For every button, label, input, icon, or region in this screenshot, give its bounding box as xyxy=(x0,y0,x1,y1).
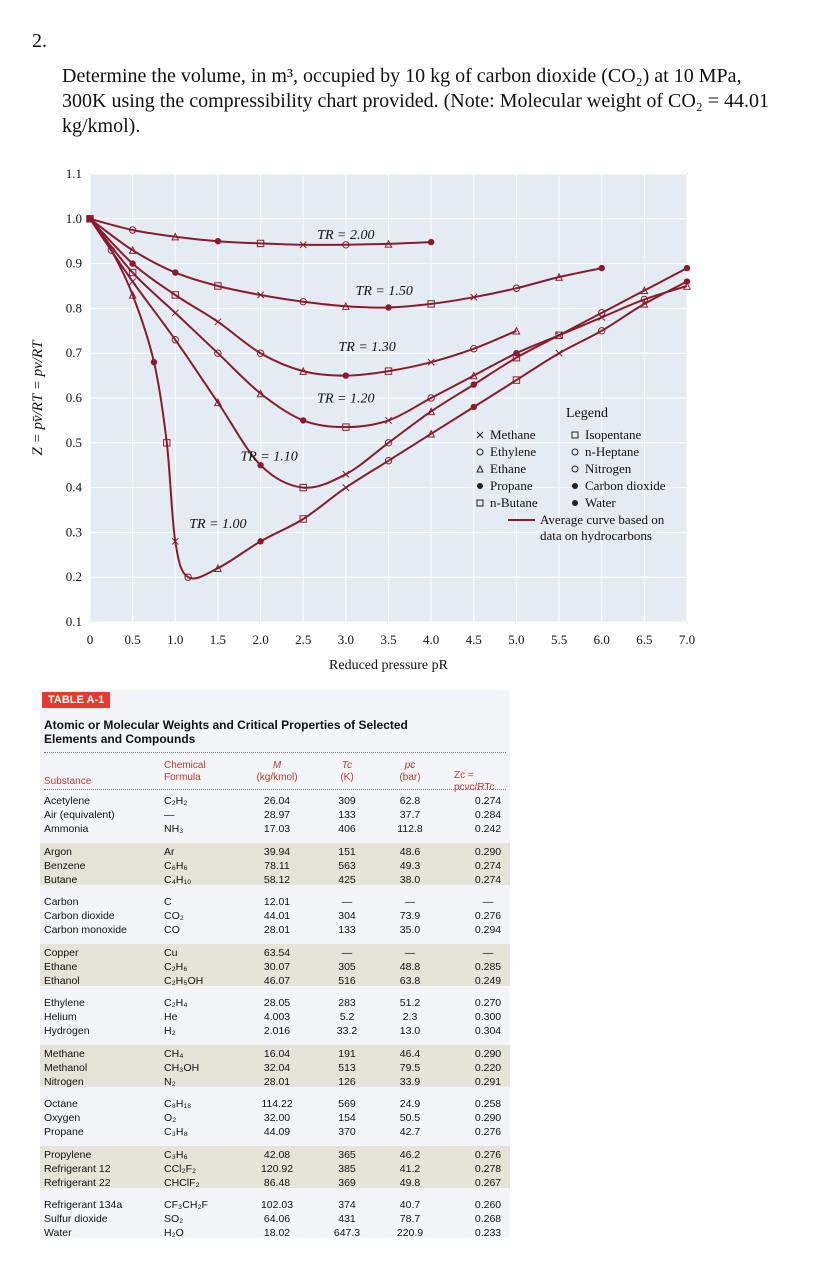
series-label: TR = 1.10 xyxy=(240,449,298,465)
table-cell-pc: 40.7 xyxy=(399,1199,421,1211)
table-cell-M: 18.02 xyxy=(263,1227,291,1239)
legend-curve-label: data on hydrocarbons xyxy=(540,528,652,543)
table-cell-M: 102.03 xyxy=(260,1199,294,1211)
table-cell-M: 114.22 xyxy=(261,1098,293,1110)
series-label: TR = 1.20 xyxy=(317,391,375,407)
table-cell-formula: O₂ xyxy=(164,1112,177,1124)
table-cell-pc: 63.8 xyxy=(399,974,421,987)
table-cell-Tc: — xyxy=(341,896,353,908)
table-cell-M: 32.00 xyxy=(263,1112,291,1124)
legend-label: Carbon dioxide xyxy=(585,478,666,493)
table-cell-Tc: 513 xyxy=(338,1061,356,1074)
table-cell-formula: CH₄ xyxy=(164,1047,184,1060)
table-cell-substance: Water xyxy=(44,1227,72,1239)
table-cell-formula: CO xyxy=(164,924,180,936)
table-cell-Zc: 0.267 xyxy=(474,1176,502,1189)
table-cell-substance: Argon xyxy=(44,845,73,858)
table-cell-formula: Cu xyxy=(164,946,178,959)
header-pc-2: (bar) xyxy=(399,772,421,783)
table-cell-Zc: 0.274 xyxy=(474,859,502,872)
table-cell-M: 44.01 xyxy=(263,910,291,922)
x-tick-label: 1.5 xyxy=(209,632,227,647)
table-cell-M: 58.12 xyxy=(263,873,291,886)
header-zc: Zc = pcvc/RTc xyxy=(454,770,495,793)
table-cell-pc: 46.4 xyxy=(399,1047,421,1060)
legend-label: Water xyxy=(585,495,616,510)
legend-label: Ethylene xyxy=(490,444,537,459)
table-cell-formula: H₂ xyxy=(164,1025,176,1037)
table-cell-Tc: 309 xyxy=(338,795,356,807)
header-formula-1: Chemical xyxy=(164,760,206,771)
table-cell-substance: Ethanol xyxy=(44,974,80,987)
table-cell-Zc: 0.290 xyxy=(474,1112,502,1124)
table-cell-formula: CF₃CH₂F xyxy=(164,1199,208,1211)
table-cell-M: 42.08 xyxy=(263,1148,291,1161)
table-cell-Zc: — xyxy=(482,896,494,908)
question-text xyxy=(62,64,832,139)
table-cell-Tc: 33.2 xyxy=(336,1025,358,1037)
x-tick-label: 2.0 xyxy=(252,632,269,647)
table-cell-pc: 62.8 xyxy=(399,795,421,807)
table-cell-pc: 35.0 xyxy=(399,924,421,936)
header-m xyxy=(247,760,307,784)
table-cell-Zc: 0.300 xyxy=(474,1011,502,1023)
table-cell-Tc: — xyxy=(341,946,353,959)
table-cell-formula: He xyxy=(164,1011,178,1023)
x-tick-label: 4.0 xyxy=(423,632,440,647)
x-tick-label: 0 xyxy=(86,632,94,647)
table-cell-pc: 79.5 xyxy=(399,1061,421,1074)
table-cell-substance: Ethylene xyxy=(44,997,85,1009)
y-tick-label: 0.2 xyxy=(65,569,82,585)
table-cell-substance: Carbon monoxide xyxy=(44,924,127,936)
table-cell-Tc: 191 xyxy=(338,1047,356,1060)
x-tick-label: 0.5 xyxy=(124,632,141,647)
table-divider-header xyxy=(44,789,506,790)
table-cell-Tc: 283 xyxy=(338,997,356,1009)
table-cell-M: 64.06 xyxy=(263,1213,291,1225)
table-cell-pc: 24.9 xyxy=(399,1098,421,1110)
x-tick-label: 5.0 xyxy=(508,632,525,647)
data-point-marker xyxy=(151,359,157,365)
question-line-3: kg/kmol). xyxy=(62,115,141,137)
table-cell-Tc: 304 xyxy=(338,910,356,922)
table-cell-M: 28.01 xyxy=(263,924,291,936)
table-cell-substance: Ethane xyxy=(44,960,78,973)
table-cell-Tc: 133 xyxy=(338,809,356,821)
table-cell-formula: C₂H₄ xyxy=(164,997,188,1009)
table-cell-pc: 220.9 xyxy=(396,1227,424,1239)
table-cell-M: 63.54 xyxy=(263,946,291,959)
table-cell-Tc: 154 xyxy=(338,1112,356,1124)
x-tick-label: 4.5 xyxy=(465,632,482,647)
table-cell-formula: C xyxy=(164,896,172,908)
header-formula-2: Formula xyxy=(164,772,201,783)
table-cell-formula: C₃H₆ xyxy=(164,1148,188,1161)
table-cell-pc: 42.7 xyxy=(399,1126,421,1138)
table-cell-pc: 46.2 xyxy=(399,1148,421,1161)
table-cell-formula: — xyxy=(164,809,175,821)
table-cell-Tc: 406 xyxy=(338,823,356,835)
table-cell-pc: — xyxy=(404,896,416,908)
data-point-marker xyxy=(343,372,349,378)
table-cell-M: 4.003 xyxy=(263,1011,291,1023)
table-cell-Zc: — xyxy=(482,946,494,959)
table-cell-Zc: 0.276 xyxy=(474,1126,502,1138)
table-cell-Zc: 0.260 xyxy=(474,1199,502,1211)
legend-label: Ethane xyxy=(490,461,527,476)
table-cell-substance: Methane xyxy=(44,1047,85,1060)
table-cell-M: 28.97 xyxy=(263,809,291,821)
legend-label: n-Heptane xyxy=(585,444,640,459)
table-cell-Tc: 151 xyxy=(338,845,356,858)
table-cell-pc: 38.0 xyxy=(399,873,421,886)
table-cell-M: 39.94 xyxy=(263,845,291,858)
data-point-marker xyxy=(599,265,605,271)
question-line-2: 300K using the compressibility chart provided. (Note: Molecular weight of CO₂ = 44.01 xyxy=(62,90,770,112)
table-cell-formula: C₂H₅OH xyxy=(164,974,204,987)
table-cell-pc: 50.5 xyxy=(399,1112,421,1124)
table-cell-Zc: 0.220 xyxy=(474,1061,502,1074)
table-cell-Tc: 370 xyxy=(338,1126,356,1138)
question-number: 2. xyxy=(32,30,47,52)
table-cell-Zc: 0.294 xyxy=(474,924,502,936)
header-tc-2: (K) xyxy=(340,772,354,783)
table-cell-M: 16.04 xyxy=(263,1047,291,1060)
table-cell-M: 78.11 xyxy=(264,859,290,872)
table-a1 xyxy=(40,690,510,1238)
table-cell-formula: C₂H₆ xyxy=(164,960,188,973)
table-cell-M: 17.03 xyxy=(263,823,291,835)
series-label: TR = 2.00 xyxy=(317,227,375,243)
table-cell-substance: Carbon xyxy=(44,896,79,908)
header-pc xyxy=(390,760,430,784)
y-tick-label: 0.6 xyxy=(65,390,82,405)
series-label: TR = 1.50 xyxy=(355,283,413,299)
table-cell-substance: Propane xyxy=(44,1126,84,1138)
table-cell-pc: 112.8 xyxy=(397,823,423,835)
table-cell-pc: 41.2 xyxy=(399,1162,421,1175)
table-cell-pc: 2.3 xyxy=(402,1011,418,1023)
table-cell-pc: 51.2 xyxy=(399,997,421,1009)
header-pc-1: pc xyxy=(404,760,416,771)
table-cell-substance: Propylene xyxy=(44,1148,92,1161)
table-cell-Zc: 0.276 xyxy=(474,910,502,922)
x-tick-label: 6.5 xyxy=(636,632,653,647)
legend-marker xyxy=(572,483,578,489)
table-cell-Tc: 431 xyxy=(338,1213,356,1225)
data-point-marker xyxy=(471,381,477,387)
table-cell-Tc: 365 xyxy=(338,1148,356,1161)
x-tick-label: 5.5 xyxy=(550,632,568,647)
table-cell-substance: Acetylene xyxy=(44,795,91,807)
table-cell-Tc: 133 xyxy=(338,924,356,936)
table-cell-Zc: 0.274 xyxy=(474,873,502,886)
table-cell-pc: 33.9 xyxy=(399,1075,421,1088)
table-cell-Zc: 0.290 xyxy=(474,1047,502,1060)
table-cell-substance: Oxygen xyxy=(44,1112,81,1124)
table-cell-M: 30.07 xyxy=(263,960,291,973)
table-cell-Zc: 0.242 xyxy=(474,823,502,835)
table-cell-formula: CO₂ xyxy=(164,910,184,922)
table-cell-substance: Helium xyxy=(44,1011,77,1023)
table-cell-Tc: 425 xyxy=(338,873,356,886)
compressibility-chart xyxy=(0,162,700,677)
table-cell-formula: C₆H₆ xyxy=(164,859,188,872)
table-cell-Zc: 0.258 xyxy=(474,1098,502,1110)
y-tick-label: 0.1 xyxy=(65,614,82,629)
table-cell-formula: N₂ xyxy=(164,1075,176,1088)
table-cell-M: 12.01 xyxy=(263,896,291,908)
table-cell-M: 44.09 xyxy=(263,1126,291,1138)
table-cell-substance: Ammonia xyxy=(44,823,89,835)
legend-label: Nitrogen xyxy=(585,461,632,476)
question-line-1: Determine the volume, in m³, occupied by 10 kg of carbon dioxide (CO₂) at 10 MPa, xyxy=(62,65,742,87)
table-cell-pc: 48.6 xyxy=(399,845,421,858)
header-tc-1: Tc xyxy=(341,760,353,771)
header-m-1: M xyxy=(272,760,282,771)
x-tick-label: 7.0 xyxy=(678,632,696,647)
y-tick-label: 0.3 xyxy=(65,524,82,540)
header-formula xyxy=(164,760,206,784)
table-cell-Zc: 0.268 xyxy=(474,1213,502,1225)
x-tick-label: 2.5 xyxy=(295,632,312,647)
table-cell-Zc: 0.304 xyxy=(474,1025,502,1037)
table-title xyxy=(44,718,504,746)
table-cell-Tc: 647.3 xyxy=(333,1227,361,1239)
legend-label: Isopentane xyxy=(585,427,642,442)
table-cell-substance: Methanol xyxy=(44,1061,88,1074)
table-cell-formula: C₄H₁₀ xyxy=(164,873,192,886)
table-cell-Zc: 0.284 xyxy=(474,809,502,821)
x-tick-label: 3.0 xyxy=(337,632,354,647)
table-cell-formula: H₂O xyxy=(164,1227,184,1239)
table-cell-Zc: 0.270 xyxy=(474,997,502,1009)
table-cell-pc: 49.3 xyxy=(399,859,421,872)
y-tick-label: 0.5 xyxy=(65,434,82,450)
table-title-line-1: Atomic or Molecular Weights and Critical Properties of Selected xyxy=(44,718,408,732)
y-tick-label: 0.9 xyxy=(65,255,82,271)
table-cell-substance: Octane xyxy=(44,1098,78,1110)
legend-curve-label: Average curve based on xyxy=(540,512,665,527)
table-cell-M: 46.07 xyxy=(263,974,291,987)
table-cell-Tc: 126 xyxy=(338,1075,356,1088)
legend-label: Propane xyxy=(490,478,533,493)
x-tick-label: 1.0 xyxy=(167,632,184,647)
table-badge: TABLE A-1 xyxy=(42,692,110,708)
table-cell-substance: Nitrogen xyxy=(44,1075,84,1088)
table-cell-M: 86.48 xyxy=(263,1176,291,1189)
table-cell-Tc: 5.2 xyxy=(339,1011,355,1023)
table-cell-Zc: 0.290 xyxy=(474,845,502,858)
data-point-marker xyxy=(471,404,477,410)
x-axis-label: Reduced pressure pR xyxy=(329,658,448,673)
data-point-marker xyxy=(257,538,263,544)
table-cell-pc: 49.8 xyxy=(399,1176,421,1189)
table-cell-Zc: 0.249 xyxy=(474,974,502,987)
y-tick-label: 0.8 xyxy=(65,300,82,316)
table-cell-M: 120.92 xyxy=(260,1162,294,1175)
table-cell-substance: Hydrogen xyxy=(44,1025,90,1037)
header-m-2: (kg/kmol) xyxy=(256,772,298,783)
series-label: TR = 1.00 xyxy=(189,516,247,532)
legend-marker xyxy=(477,483,483,489)
table-cell-M: 26.04 xyxy=(263,795,291,807)
y-axis-label: Z = pv̄/RT = pv/RT xyxy=(30,340,46,456)
table-cell-M: 28.01 xyxy=(263,1075,291,1088)
data-point-marker xyxy=(129,260,135,266)
y-tick-label: 1.1 xyxy=(65,166,82,181)
table-cell-substance: Copper xyxy=(44,946,79,959)
series-label: TR = 1.30 xyxy=(338,339,396,355)
table-cell-formula: CH₃OH xyxy=(164,1061,200,1074)
y-tick-label: 0.7 xyxy=(65,345,82,361)
table-cell-formula: CCl₂F₂ xyxy=(164,1162,197,1175)
data-point-marker xyxy=(428,239,434,245)
table-cell-Zc: 0.278 xyxy=(474,1162,502,1175)
table-cell-M: 28.05 xyxy=(263,997,291,1009)
table-cell-M: 2.016 xyxy=(263,1025,291,1037)
table-cell-pc: 13.0 xyxy=(399,1025,421,1037)
table-cell-substance: Refrigerant 12 xyxy=(44,1162,111,1175)
data-point-marker xyxy=(300,417,306,423)
data-point-marker xyxy=(385,304,391,310)
table-cell-substance: Benzene xyxy=(44,859,86,872)
header-tc xyxy=(327,760,367,784)
table-cell-Tc: 369 xyxy=(338,1176,356,1189)
x-tick-label: 3.5 xyxy=(380,632,397,647)
table-cell-Tc: 563 xyxy=(338,859,356,872)
table-cell-Tc: 374 xyxy=(338,1199,356,1211)
table-cell-M: 32.04 xyxy=(263,1061,291,1074)
table-cell-formula: C₃H₈ xyxy=(164,1126,188,1138)
table-cell-substance: Sulfur dioxide xyxy=(44,1213,108,1225)
legend-marker xyxy=(572,500,578,506)
table-cell-Zc: 0.291 xyxy=(474,1075,502,1088)
table-cell-Tc: 305 xyxy=(338,960,356,973)
x-tick-label: 6.0 xyxy=(593,632,610,647)
table-cell-substance: Refrigerant 134a xyxy=(44,1199,123,1211)
table-cell-substance: Butane xyxy=(44,873,78,886)
table-cell-formula: C₈H₁₈ xyxy=(164,1098,192,1110)
table-cell-Zc: 0.233 xyxy=(474,1227,502,1239)
legend-label: n-Butane xyxy=(490,495,538,510)
table-cell-Zc: 0.285 xyxy=(474,960,502,973)
table-cell-formula: CHClF₂ xyxy=(164,1176,200,1189)
data-point-marker xyxy=(172,269,178,275)
table-cell-Tc: 569 xyxy=(338,1098,356,1110)
table-cell-formula: Ar xyxy=(164,845,175,858)
y-tick-label: 0.4 xyxy=(65,479,82,495)
table-cell-formula: SO₂ xyxy=(164,1213,184,1225)
table-cell-Tc: 385 xyxy=(338,1162,356,1175)
table-cell-pc: 48.8 xyxy=(399,960,421,973)
table-cell-formula: NH₃ xyxy=(164,823,184,835)
table-cell-Zc: 0.276 xyxy=(474,1148,502,1161)
legend-label: Methane xyxy=(490,427,536,442)
header-substance: Substance xyxy=(44,776,92,787)
table-cell-substance: Carbon dioxide xyxy=(44,910,115,922)
y-tick-label: 1.0 xyxy=(65,210,82,226)
table-cell-substance: Refrigerant 22 xyxy=(44,1176,111,1189)
table-cell-Zc: 0.274 xyxy=(474,795,502,807)
table-title-line-2: Elements and Compounds xyxy=(44,732,196,746)
data-point-marker xyxy=(684,265,690,271)
table-divider-top xyxy=(44,752,506,753)
table-cell-formula: C₂H₂ xyxy=(164,795,188,807)
data-point-marker xyxy=(684,278,690,284)
table-cell-Tc: 516 xyxy=(338,974,356,987)
legend-title: Legend xyxy=(566,406,608,421)
table-cell-substance: Air (equivalent) xyxy=(44,809,115,821)
table-cell-pc: — xyxy=(404,946,416,959)
table-cell-pc: 78.7 xyxy=(399,1213,421,1225)
data-point-marker xyxy=(215,238,221,244)
table-cell-pc: 37.7 xyxy=(399,809,421,821)
table-cell-pc: 73.9 xyxy=(399,910,421,922)
